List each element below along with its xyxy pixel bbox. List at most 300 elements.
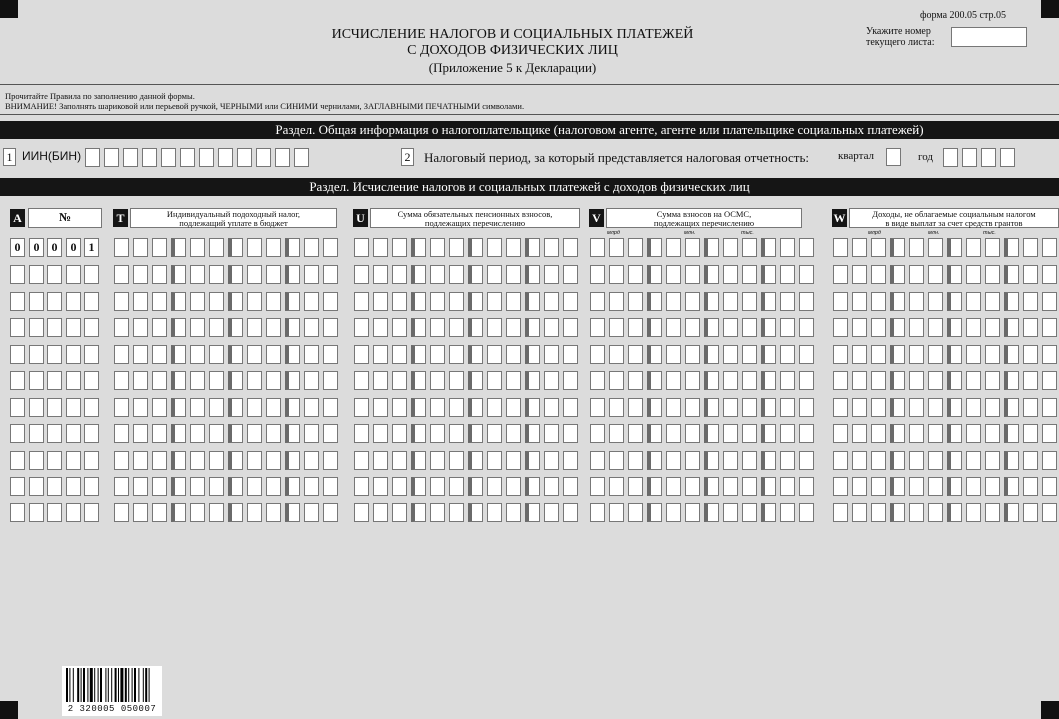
amount-digit-cell[interactable]	[449, 398, 464, 417]
amount-digit-cell[interactable]	[890, 318, 905, 337]
amount-digit-cell[interactable]	[171, 424, 186, 443]
amount-digit-cell[interactable]	[525, 265, 540, 284]
amount-digit-cell[interactable]	[647, 451, 662, 470]
amount-digit-cell[interactable]	[833, 477, 848, 496]
amount-digit-cell[interactable]	[209, 292, 224, 311]
amount-digit-cell[interactable]	[852, 318, 867, 337]
row-number-cell[interactable]	[66, 503, 81, 522]
amount-digit-cell[interactable]	[430, 292, 445, 311]
row-number-cell[interactable]	[29, 265, 44, 284]
amount-digit-cell[interactable]	[985, 292, 1000, 311]
amount-digit-cell[interactable]	[392, 371, 407, 390]
amount-digit-cell[interactable]	[890, 345, 905, 364]
amount-digit-cell[interactable]	[890, 477, 905, 496]
amount-digit-cell[interactable]	[1023, 503, 1038, 522]
amount-digit-cell[interactable]	[354, 292, 369, 311]
amount-digit-cell[interactable]	[628, 398, 643, 417]
amount-digit-cell[interactable]	[285, 345, 300, 364]
amount-digit-cell[interactable]	[780, 398, 795, 417]
amount-digit-cell[interactable]	[304, 477, 319, 496]
amount-digit-cell[interactable]	[890, 292, 905, 311]
amount-digit-cell[interactable]	[392, 292, 407, 311]
amount-digit-cell[interactable]	[247, 398, 262, 417]
amount-digit-cell[interactable]	[209, 503, 224, 522]
amount-digit-cell[interactable]	[304, 371, 319, 390]
amount-digit-cell[interactable]	[449, 424, 464, 443]
amount-digit-cell[interactable]	[171, 398, 186, 417]
amount-digit-cell[interactable]	[666, 371, 681, 390]
amount-digit-cell[interactable]	[852, 371, 867, 390]
amount-digit-cell[interactable]	[928, 292, 943, 311]
amount-digit-cell[interactable]	[171, 371, 186, 390]
amount-digit-cell[interactable]	[647, 238, 662, 257]
amount-digit-cell[interactable]	[909, 238, 924, 257]
amount-digit-cell[interactable]	[266, 371, 281, 390]
row-number-cell[interactable]	[29, 424, 44, 443]
amount-digit-cell[interactable]	[928, 345, 943, 364]
amount-digit-cell[interactable]	[871, 292, 886, 311]
amount-digit-cell[interactable]	[487, 318, 502, 337]
amount-digit-cell[interactable]	[909, 265, 924, 284]
amount-digit-cell[interactable]	[563, 477, 578, 496]
row-number-cell[interactable]	[66, 398, 81, 417]
amount-digit-cell[interactable]	[799, 398, 814, 417]
amount-digit-cell[interactable]	[1004, 503, 1019, 522]
amount-digit-cell[interactable]	[228, 265, 243, 284]
amount-digit-cell[interactable]	[323, 451, 338, 470]
amount-digit-cell[interactable]	[304, 398, 319, 417]
amount-digit-cell[interactable]	[628, 292, 643, 311]
amount-digit-cell[interactable]	[114, 424, 129, 443]
amount-digit-cell[interactable]	[392, 318, 407, 337]
amount-digit-cell[interactable]	[890, 503, 905, 522]
amount-digit-cell[interactable]	[247, 451, 262, 470]
amount-digit-cell[interactable]	[247, 292, 262, 311]
amount-digit-cell[interactable]	[354, 265, 369, 284]
row-number-cell[interactable]	[84, 503, 99, 522]
amount-digit-cell[interactable]	[228, 503, 243, 522]
amount-digit-cell[interactable]	[354, 345, 369, 364]
amount-digit-cell[interactable]	[544, 318, 559, 337]
amount-digit-cell[interactable]	[171, 503, 186, 522]
row-number-cell[interactable]	[66, 451, 81, 470]
iin-digit-cell[interactable]	[161, 148, 176, 167]
amount-digit-cell[interactable]	[563, 371, 578, 390]
amount-digit-cell[interactable]	[171, 318, 186, 337]
amount-digit-cell[interactable]	[373, 398, 388, 417]
amount-digit-cell[interactable]	[190, 292, 205, 311]
amount-digit-cell[interactable]	[761, 238, 776, 257]
amount-digit-cell[interactable]	[152, 345, 167, 364]
amount-digit-cell[interactable]	[468, 477, 483, 496]
amount-digit-cell[interactable]	[525, 398, 540, 417]
amount-digit-cell[interactable]	[890, 424, 905, 443]
amount-digit-cell[interactable]	[247, 371, 262, 390]
amount-digit-cell[interactable]	[304, 451, 319, 470]
amount-digit-cell[interactable]	[506, 265, 521, 284]
amount-digit-cell[interactable]	[285, 238, 300, 257]
amount-digit-cell[interactable]	[1004, 345, 1019, 364]
amount-digit-cell[interactable]	[666, 292, 681, 311]
amount-digit-cell[interactable]	[723, 398, 738, 417]
amount-digit-cell[interactable]	[133, 424, 148, 443]
row-number-cell[interactable]	[47, 503, 62, 522]
amount-digit-cell[interactable]	[354, 451, 369, 470]
amount-digit-cell[interactable]	[285, 424, 300, 443]
amount-digit-cell[interactable]	[647, 503, 662, 522]
amount-digit-cell[interactable]	[685, 345, 700, 364]
amount-digit-cell[interactable]	[833, 424, 848, 443]
amount-digit-cell[interactable]	[449, 503, 464, 522]
amount-digit-cell[interactable]	[647, 371, 662, 390]
amount-digit-cell[interactable]	[563, 318, 578, 337]
amount-digit-cell[interactable]	[209, 424, 224, 443]
amount-digit-cell[interactable]	[373, 503, 388, 522]
amount-digit-cell[interactable]	[411, 398, 426, 417]
amount-digit-cell[interactable]	[609, 371, 624, 390]
amount-digit-cell[interactable]	[133, 318, 148, 337]
amount-digit-cell[interactable]	[1042, 345, 1057, 364]
row-number-cell[interactable]	[84, 345, 99, 364]
amount-digit-cell[interactable]	[780, 345, 795, 364]
amount-digit-cell[interactable]	[647, 345, 662, 364]
amount-digit-cell[interactable]	[1023, 424, 1038, 443]
amount-digit-cell[interactable]	[1042, 265, 1057, 284]
amount-digit-cell[interactable]	[449, 345, 464, 364]
amount-digit-cell[interactable]	[247, 318, 262, 337]
amount-digit-cell[interactable]	[909, 503, 924, 522]
sheet-number-input[interactable]	[951, 27, 1027, 47]
amount-digit-cell[interactable]	[1042, 238, 1057, 257]
amount-digit-cell[interactable]	[544, 477, 559, 496]
amount-digit-cell[interactable]	[609, 451, 624, 470]
amount-digit-cell[interactable]	[152, 292, 167, 311]
amount-digit-cell[interactable]	[1004, 238, 1019, 257]
amount-digit-cell[interactable]	[411, 477, 426, 496]
amount-digit-cell[interactable]	[780, 265, 795, 284]
amount-digit-cell[interactable]	[871, 477, 886, 496]
amount-digit-cell[interactable]	[209, 238, 224, 257]
amount-digit-cell[interactable]	[392, 477, 407, 496]
amount-digit-cell[interactable]	[780, 318, 795, 337]
amount-digit-cell[interactable]	[742, 292, 757, 311]
amount-digit-cell[interactable]	[373, 292, 388, 311]
amount-digit-cell[interactable]	[799, 503, 814, 522]
amount-digit-cell[interactable]	[304, 424, 319, 443]
amount-digit-cell[interactable]	[449, 318, 464, 337]
amount-digit-cell[interactable]	[799, 318, 814, 337]
row-number-cell[interactable]	[47, 477, 62, 496]
amount-digit-cell[interactable]	[152, 265, 167, 284]
amount-digit-cell[interactable]	[928, 424, 943, 443]
amount-digit-cell[interactable]	[1023, 398, 1038, 417]
amount-digit-cell[interactable]	[266, 318, 281, 337]
amount-digit-cell[interactable]	[1042, 477, 1057, 496]
amount-digit-cell[interactable]	[947, 451, 962, 470]
amount-digit-cell[interactable]	[966, 265, 981, 284]
amount-digit-cell[interactable]	[323, 345, 338, 364]
amount-digit-cell[interactable]	[723, 424, 738, 443]
amount-digit-cell[interactable]	[544, 265, 559, 284]
amount-digit-cell[interactable]	[133, 345, 148, 364]
amount-digit-cell[interactable]	[1042, 424, 1057, 443]
amount-digit-cell[interactable]	[685, 451, 700, 470]
amount-digit-cell[interactable]	[928, 238, 943, 257]
amount-digit-cell[interactable]	[323, 238, 338, 257]
amount-digit-cell[interactable]	[152, 451, 167, 470]
amount-digit-cell[interactable]	[266, 424, 281, 443]
amount-digit-cell[interactable]	[285, 318, 300, 337]
amount-digit-cell[interactable]	[761, 451, 776, 470]
amount-digit-cell[interactable]	[647, 424, 662, 443]
amount-digit-cell[interactable]	[704, 371, 719, 390]
amount-digit-cell[interactable]	[890, 265, 905, 284]
amount-digit-cell[interactable]	[228, 424, 243, 443]
amount-digit-cell[interactable]	[266, 477, 281, 496]
amount-digit-cell[interactable]	[947, 318, 962, 337]
row-number-cell[interactable]	[84, 398, 99, 417]
amount-digit-cell[interactable]	[928, 477, 943, 496]
amount-digit-cell[interactable]	[628, 451, 643, 470]
amount-digit-cell[interactable]	[723, 265, 738, 284]
amount-digit-cell[interactable]	[354, 398, 369, 417]
amount-digit-cell[interactable]	[704, 318, 719, 337]
amount-digit-cell[interactable]	[704, 451, 719, 470]
amount-digit-cell[interactable]	[487, 345, 502, 364]
amount-digit-cell[interactable]	[544, 503, 559, 522]
row-number-cell[interactable]	[29, 477, 44, 496]
amount-digit-cell[interactable]	[525, 292, 540, 311]
row-number-cell[interactable]	[10, 318, 25, 337]
amount-digit-cell[interactable]	[966, 503, 981, 522]
amount-digit-cell[interactable]	[590, 371, 605, 390]
amount-digit-cell[interactable]	[742, 424, 757, 443]
row-number-cell[interactable]	[10, 371, 25, 390]
amount-digit-cell[interactable]	[871, 371, 886, 390]
amount-digit-cell[interactable]	[190, 318, 205, 337]
amount-digit-cell[interactable]	[544, 345, 559, 364]
amount-digit-cell[interactable]	[780, 238, 795, 257]
amount-digit-cell[interactable]	[909, 318, 924, 337]
amount-digit-cell[interactable]	[928, 503, 943, 522]
amount-digit-cell[interactable]	[909, 451, 924, 470]
amount-digit-cell[interactable]	[354, 424, 369, 443]
amount-digit-cell[interactable]	[525, 345, 540, 364]
amount-digit-cell[interactable]	[247, 345, 262, 364]
amount-digit-cell[interactable]	[723, 503, 738, 522]
amount-digit-cell[interactable]	[114, 345, 129, 364]
iin-digit-cell[interactable]	[199, 148, 214, 167]
amount-digit-cell[interactable]	[323, 371, 338, 390]
amount-digit-cell[interactable]	[563, 503, 578, 522]
amount-digit-cell[interactable]	[723, 345, 738, 364]
row-number-cell[interactable]	[10, 477, 25, 496]
iin-digit-cell[interactable]	[180, 148, 195, 167]
amount-digit-cell[interactable]	[947, 424, 962, 443]
amount-digit-cell[interactable]	[947, 477, 962, 496]
amount-digit-cell[interactable]	[833, 345, 848, 364]
amount-digit-cell[interactable]	[590, 238, 605, 257]
amount-digit-cell[interactable]	[704, 238, 719, 257]
amount-digit-cell[interactable]	[171, 265, 186, 284]
amount-digit-cell[interactable]	[373, 371, 388, 390]
amount-digit-cell[interactable]	[133, 398, 148, 417]
amount-digit-cell[interactable]	[1004, 398, 1019, 417]
amount-digit-cell[interactable]	[228, 292, 243, 311]
amount-digit-cell[interactable]	[133, 503, 148, 522]
amount-digit-cell[interactable]	[1042, 398, 1057, 417]
amount-digit-cell[interactable]	[228, 398, 243, 417]
amount-digit-cell[interactable]	[392, 424, 407, 443]
amount-digit-cell[interactable]	[304, 265, 319, 284]
amount-digit-cell[interactable]	[285, 398, 300, 417]
amount-digit-cell[interactable]	[947, 292, 962, 311]
amount-digit-cell[interactable]	[799, 238, 814, 257]
amount-digit-cell[interactable]	[525, 503, 540, 522]
amount-digit-cell[interactable]	[506, 398, 521, 417]
amount-digit-cell[interactable]	[871, 398, 886, 417]
amount-digit-cell[interactable]	[430, 398, 445, 417]
amount-digit-cell[interactable]	[544, 451, 559, 470]
amount-digit-cell[interactable]	[468, 292, 483, 311]
amount-digit-cell[interactable]	[114, 503, 129, 522]
amount-digit-cell[interactable]	[430, 477, 445, 496]
amount-digit-cell[interactable]	[833, 318, 848, 337]
amount-digit-cell[interactable]	[852, 503, 867, 522]
amount-digit-cell[interactable]	[430, 238, 445, 257]
amount-digit-cell[interactable]	[209, 265, 224, 284]
amount-digit-cell[interactable]	[742, 398, 757, 417]
row-number-cell[interactable]	[66, 292, 81, 311]
amount-digit-cell[interactable]	[323, 503, 338, 522]
amount-digit-cell[interactable]	[609, 424, 624, 443]
amount-digit-cell[interactable]	[852, 477, 867, 496]
amount-digit-cell[interactable]	[666, 424, 681, 443]
amount-digit-cell[interactable]	[228, 451, 243, 470]
amount-digit-cell[interactable]	[852, 265, 867, 284]
amount-digit-cell[interactable]	[723, 292, 738, 311]
amount-digit-cell[interactable]	[966, 398, 981, 417]
amount-digit-cell[interactable]	[228, 318, 243, 337]
amount-digit-cell[interactable]	[685, 398, 700, 417]
amount-digit-cell[interactable]	[373, 477, 388, 496]
amount-digit-cell[interactable]	[590, 318, 605, 337]
amount-digit-cell[interactable]	[171, 477, 186, 496]
amount-digit-cell[interactable]	[487, 424, 502, 443]
amount-digit-cell[interactable]	[449, 371, 464, 390]
amount-digit-cell[interactable]	[609, 345, 624, 364]
amount-digit-cell[interactable]	[742, 371, 757, 390]
amount-digit-cell[interactable]	[228, 345, 243, 364]
amount-digit-cell[interactable]	[449, 238, 464, 257]
amount-digit-cell[interactable]	[304, 345, 319, 364]
amount-digit-cell[interactable]	[761, 345, 776, 364]
amount-digit-cell[interactable]	[133, 477, 148, 496]
amount-digit-cell[interactable]	[985, 503, 1000, 522]
amount-digit-cell[interactable]	[525, 424, 540, 443]
amount-digit-cell[interactable]	[928, 265, 943, 284]
amount-digit-cell[interactable]	[928, 371, 943, 390]
amount-digit-cell[interactable]	[563, 265, 578, 284]
amount-digit-cell[interactable]	[354, 503, 369, 522]
iin-digit-cell[interactable]	[123, 148, 138, 167]
amount-digit-cell[interactable]	[647, 318, 662, 337]
amount-digit-cell[interactable]	[247, 503, 262, 522]
iin-digit-cell[interactable]	[256, 148, 271, 167]
amount-digit-cell[interactable]	[685, 424, 700, 443]
amount-digit-cell[interactable]	[304, 238, 319, 257]
amount-digit-cell[interactable]	[506, 238, 521, 257]
amount-digit-cell[interactable]	[871, 451, 886, 470]
amount-digit-cell[interactable]	[780, 503, 795, 522]
amount-digit-cell[interactable]	[487, 292, 502, 311]
amount-digit-cell[interactable]	[354, 238, 369, 257]
amount-digit-cell[interactable]	[430, 451, 445, 470]
iin-digit-cell[interactable]	[85, 148, 100, 167]
amount-digit-cell[interactable]	[1004, 424, 1019, 443]
amount-digit-cell[interactable]	[114, 477, 129, 496]
amount-digit-cell[interactable]	[411, 318, 426, 337]
amount-digit-cell[interactable]	[506, 451, 521, 470]
row-number-cell[interactable]	[84, 451, 99, 470]
amount-digit-cell[interactable]	[799, 371, 814, 390]
amount-digit-cell[interactable]	[966, 424, 981, 443]
row-number-cell[interactable]	[10, 398, 25, 417]
amount-digit-cell[interactable]	[190, 265, 205, 284]
amount-digit-cell[interactable]	[190, 345, 205, 364]
amount-digit-cell[interactable]	[666, 265, 681, 284]
amount-digit-cell[interactable]	[392, 451, 407, 470]
amount-digit-cell[interactable]	[323, 265, 338, 284]
amount-digit-cell[interactable]	[152, 398, 167, 417]
amount-digit-cell[interactable]	[323, 318, 338, 337]
row-number-cell[interactable]	[84, 265, 99, 284]
amount-digit-cell[interactable]	[449, 477, 464, 496]
amount-digit-cell[interactable]	[563, 292, 578, 311]
amount-digit-cell[interactable]	[190, 451, 205, 470]
amount-digit-cell[interactable]	[985, 451, 1000, 470]
amount-digit-cell[interactable]	[506, 371, 521, 390]
amount-digit-cell[interactable]	[704, 424, 719, 443]
amount-digit-cell[interactable]	[628, 265, 643, 284]
amount-digit-cell[interactable]	[152, 503, 167, 522]
amount-digit-cell[interactable]	[266, 292, 281, 311]
amount-digit-cell[interactable]	[723, 238, 738, 257]
amount-digit-cell[interactable]	[666, 238, 681, 257]
amount-digit-cell[interactable]	[285, 371, 300, 390]
amount-digit-cell[interactable]	[114, 318, 129, 337]
amount-digit-cell[interactable]	[966, 451, 981, 470]
amount-digit-cell[interactable]	[799, 424, 814, 443]
row-number-cell[interactable]	[66, 318, 81, 337]
amount-digit-cell[interactable]	[985, 398, 1000, 417]
amount-digit-cell[interactable]	[373, 424, 388, 443]
amount-digit-cell[interactable]	[780, 477, 795, 496]
amount-digit-cell[interactable]	[704, 345, 719, 364]
amount-digit-cell[interactable]	[985, 318, 1000, 337]
amount-digit-cell[interactable]	[985, 371, 1000, 390]
amount-digit-cell[interactable]	[685, 238, 700, 257]
amount-digit-cell[interactable]	[852, 451, 867, 470]
amount-digit-cell[interactable]	[152, 238, 167, 257]
amount-digit-cell[interactable]	[609, 398, 624, 417]
row-number-cell[interactable]	[47, 398, 62, 417]
amount-digit-cell[interactable]	[1023, 451, 1038, 470]
amount-digit-cell[interactable]	[985, 265, 1000, 284]
amount-digit-cell[interactable]	[833, 371, 848, 390]
amount-digit-cell[interactable]	[354, 477, 369, 496]
amount-digit-cell[interactable]	[506, 292, 521, 311]
